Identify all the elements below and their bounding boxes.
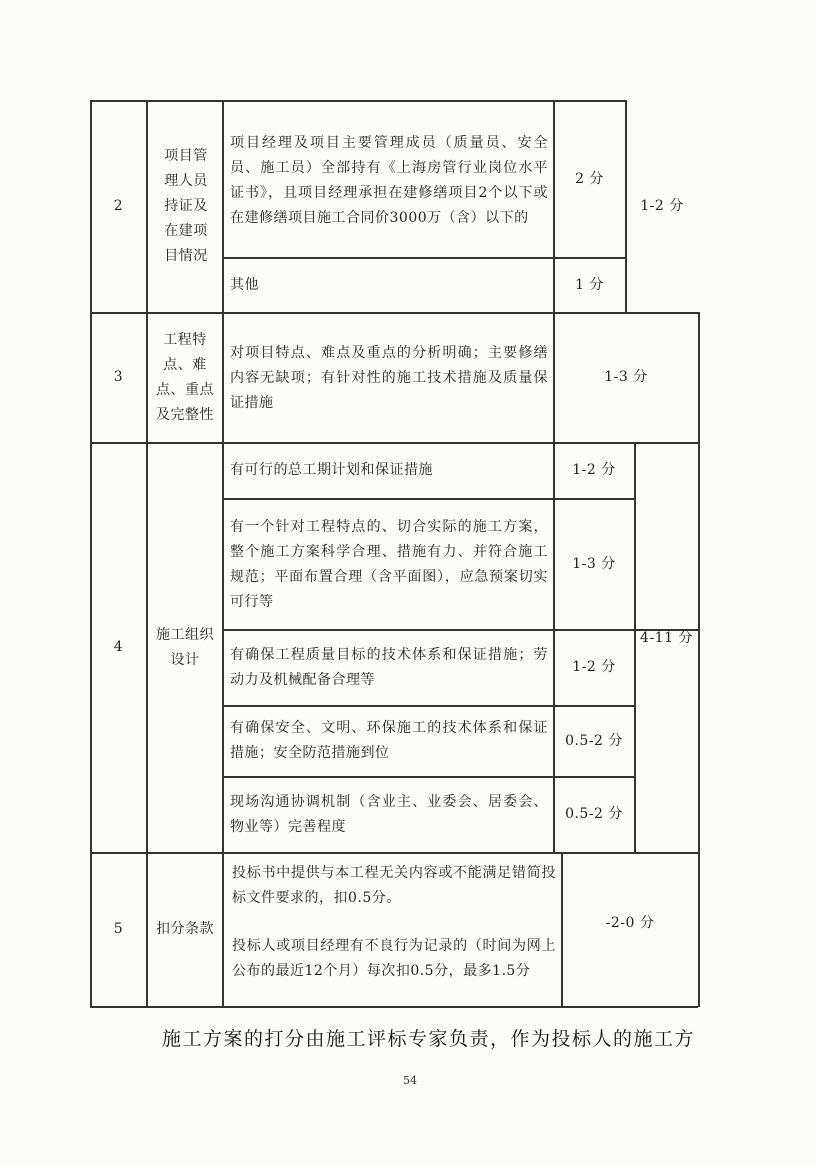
grid-line bbox=[698, 312, 700, 1007]
score-cell: 2 分 bbox=[575, 170, 604, 187]
score-cell: 1-3 分 bbox=[572, 555, 616, 572]
category-cell: 扣分条款 bbox=[156, 921, 214, 937]
criteria-cell: 投标书中提供与本工程无关内容或不能满足错简投标文件要求的，扣0.5分。 bbox=[232, 864, 556, 906]
grid-line bbox=[222, 100, 224, 1007]
total-score-cell: 1-2 分 bbox=[640, 198, 684, 214]
grid-line bbox=[146, 100, 148, 1007]
category-cell: 项目管理人员持证及在建项目情况 bbox=[164, 148, 208, 264]
criteria-cell: 有确保安全、文明、环保施工的技术体系和保证措施；安全防范措施到位 bbox=[230, 720, 548, 761]
category-cell: 施工组织设计 bbox=[156, 626, 214, 668]
criteria-cell: 现场沟通协调机制（含业主、业委会、居委会、物业等）完善程度 bbox=[230, 793, 548, 835]
score-cell: 0.5-2 分 bbox=[565, 732, 623, 749]
criteria-cell: 项目经理及项目主要管理成员（质量员、安全员、施工员）全部持有《上海房管行业岗位水平证书》，且项目经理承担在建修缮项目2个以下或在建修缮项目施工合同价3000万（含）以下的 bbox=[230, 135, 548, 226]
row-number: 5 bbox=[113, 921, 124, 937]
criteria-cell: 对项目特点、难点及重点的分析明确；主要修缮内容无缺项；有针对性的施工技术措施及质量保证措施 bbox=[230, 344, 548, 411]
score-cell: 1-3 分 bbox=[604, 369, 648, 385]
criteria-cell: 有可行的总工期计划和保证措施 bbox=[230, 462, 433, 478]
score-cell: 1 分 bbox=[575, 276, 604, 293]
row-number: 3 bbox=[113, 369, 124, 385]
score-cell: 0.5-2 分 bbox=[565, 806, 623, 822]
criteria-cell: 有确保工程质量目标的技术体系和保证措施；劳动力及机械配备合理等 bbox=[230, 646, 548, 688]
row-number: 2 bbox=[113, 198, 124, 214]
row-number: 4 bbox=[113, 639, 124, 655]
body-text: 施工方案的打分由施工评标专家负责，作为投标人的施工方 bbox=[162, 1028, 696, 1050]
criteria-cell: 投标人或项目经理有不良行为记录的（时间为网上公布的最近12个月）每次扣0.5分，最多1.5分 bbox=[232, 938, 556, 979]
grid-line bbox=[90, 1006, 698, 1008]
page-number: 54 bbox=[403, 1074, 417, 1087]
category-cell: 工程特点、难点、重点及完整性 bbox=[156, 331, 214, 423]
criteria-cell: 其他 bbox=[230, 276, 259, 293]
score-cell: 1-2 分 bbox=[572, 462, 616, 478]
criteria-cell: 有一个针对工程特点的、切合实际的施工方案，整个施工方案科学合理、措施有力、并符合施工规范；平面布置合理（含平面图），应急预案切实可行等 bbox=[230, 519, 548, 610]
score-cell: -2-0 分 bbox=[605, 914, 655, 931]
score-cell: 1-2 分 bbox=[572, 659, 616, 675]
total-score-cell: 4-11 分 bbox=[640, 629, 693, 646]
